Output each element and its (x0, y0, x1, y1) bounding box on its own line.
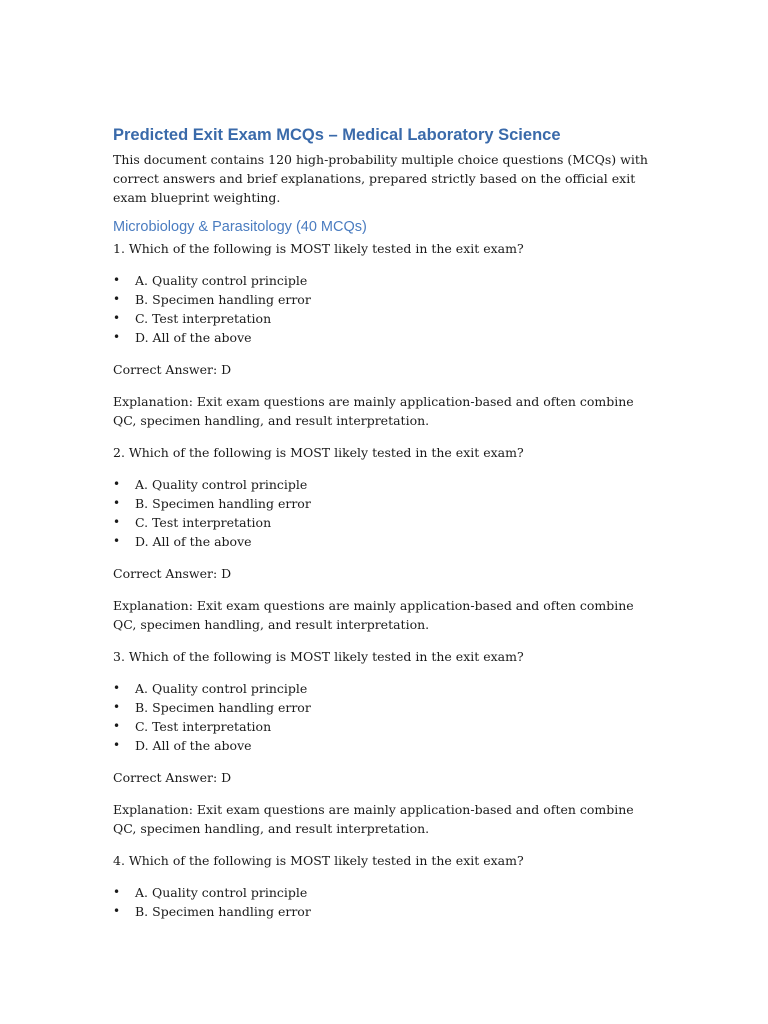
explanation-text: Explanation: Exit exam questions are mainly application-based and often combine QC, specimen handling, and result interpretation. (113, 598, 634, 632)
option-item (113, 698, 653, 717)
option-text: B. Specimen handling error (135, 292, 311, 307)
explanation-text: Explanation: Exit exam questions are mainly application-based and often combine QC, specimen handling, and result interpretation. (113, 394, 634, 428)
option-text: B. Specimen handling error (135, 904, 311, 919)
option-text: A. Quality control principle (135, 885, 308, 900)
intro-paragraph: This document contains 120 high-probability multiple choice questions (MCQs) with correct answers and brief explanations, prepared strictly based on the official exit exam blueprint weighting. (113, 152, 648, 205)
option-item (113, 290, 653, 309)
bullet-icon: • (113, 885, 121, 899)
bullet-icon: • (113, 534, 121, 548)
option-item (113, 532, 653, 551)
options-list (113, 883, 653, 921)
bullet-icon: • (113, 719, 121, 733)
option-item (113, 328, 653, 347)
bullet-icon: • (113, 292, 121, 306)
option-item (113, 736, 653, 755)
bullet-icon: • (113, 738, 121, 752)
options-list (113, 271, 653, 347)
bullet-icon: • (113, 311, 121, 325)
bullet-icon: • (113, 904, 121, 918)
option-item (113, 271, 653, 290)
option-text: C. Test interpretation (135, 515, 272, 530)
option-item (113, 902, 653, 921)
option-text: D. All of the above (135, 330, 252, 345)
option-text: A. Quality control principle (135, 273, 308, 288)
option-text: A. Quality control principle (135, 477, 308, 492)
option-text: D. All of the above (135, 534, 252, 549)
bullet-icon: • (113, 477, 121, 491)
option-text: C. Test interpretation (135, 719, 272, 734)
option-text: B. Specimen handling error (135, 496, 311, 511)
document-title: Predicted Exit Exam MCQs – Medical Laboratory Science (113, 126, 561, 144)
options-list (113, 475, 653, 551)
options-list (113, 679, 653, 755)
option-item (113, 494, 653, 513)
bullet-icon: • (113, 681, 121, 695)
option-text: A. Quality control principle (135, 681, 308, 696)
correct-answer: Correct Answer: D (113, 770, 232, 785)
correct-answer: Correct Answer: D (113, 566, 232, 581)
bullet-icon: • (113, 515, 121, 529)
option-item (113, 309, 653, 328)
question-text: 3. Which of the following is MOST likely tested in the exit exam? (113, 649, 524, 664)
option-item (113, 679, 653, 698)
document-page (113, 124, 653, 934)
bullet-icon: • (113, 700, 121, 714)
option-item (113, 475, 653, 494)
question-text: 2. Which of the following is MOST likely tested in the exit exam? (113, 445, 524, 460)
explanation-text: Explanation: Exit exam questions are mainly application-based and often combine QC, specimen handling, and result interpretation. (113, 802, 634, 836)
option-text: B. Specimen handling error (135, 700, 311, 715)
question-text: 1. Which of the following is MOST likely tested in the exit exam? (113, 241, 524, 256)
correct-answer: Correct Answer: D (113, 362, 232, 377)
option-item (113, 883, 653, 902)
option-item (113, 513, 653, 532)
bullet-icon: • (113, 330, 121, 344)
bullet-icon: • (113, 273, 121, 287)
option-item (113, 717, 653, 736)
option-text: D. All of the above (135, 738, 252, 753)
option-text: C. Test interpretation (135, 311, 272, 326)
question-text: 4. Which of the following is MOST likely tested in the exit exam? (113, 853, 524, 868)
section-heading: Microbiology & Parasitology (40 MCQs) (113, 219, 367, 235)
bullet-icon: • (113, 496, 121, 510)
